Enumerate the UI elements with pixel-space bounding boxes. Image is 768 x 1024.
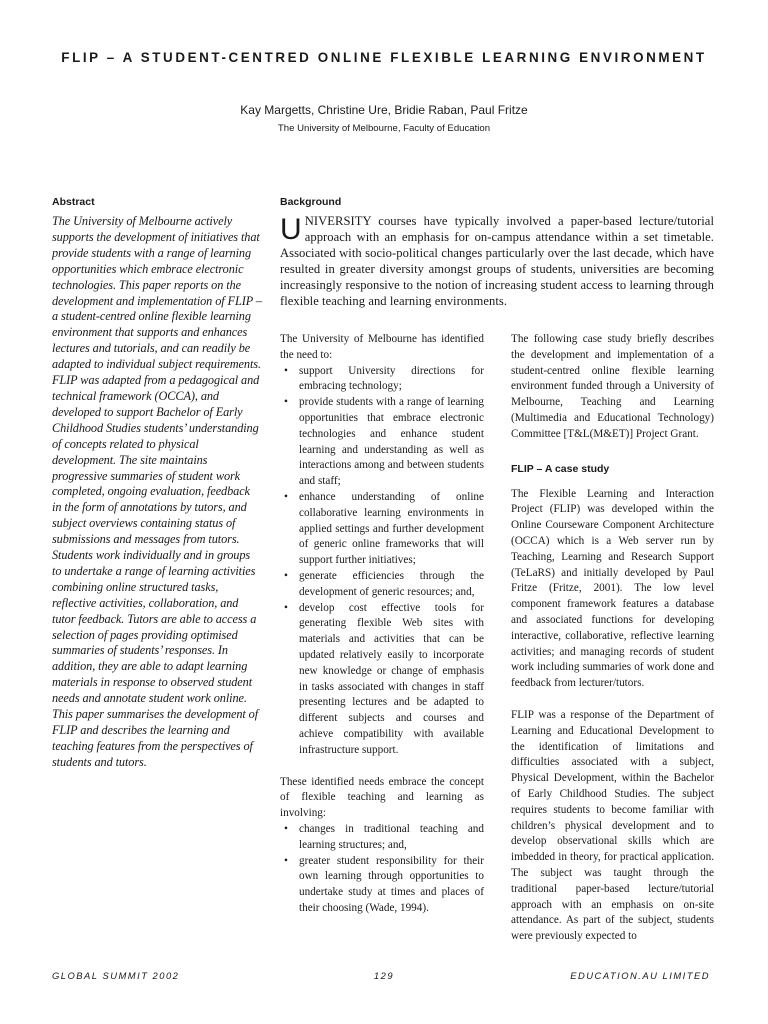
background-lead (280, 214, 714, 309)
abstract-heading: Abstract (52, 196, 95, 208)
involving-list (280, 822, 484, 917)
involving-intro: These identified needs embrace the concept of flexible teaching and learning as involving: (280, 775, 484, 820)
case-study-heading: FLIP – A case study (511, 462, 610, 475)
case-study-paragraph-1: The Flexible Learning and Interaction Project (FLIP) was developed within the Online Courseware Component Architecture (OCCA) which is a Web server run by Teaching, Learning and Research Support (TeLaRS) and initially developed by Paul Fritze (Fritze, 2001). The low level component framework features a database and associated functions for developing interactive, collaborative, reflective learning activities; and managing records of student work including summaries of work done and feedback from lecturer/tutors. (511, 487, 714, 690)
background-lead-text: NIVERSITY courses have typically involved a paper-based lecture/tutorial approach with an emphasis for on-campus attendance within a set timetable. Associated with socio-political changes particularly over the last decade, which have resulted in greater diversity amongst groups of students, universities are becoming increasingly responsive to the notion of increasing student access to learning through flexible teaching and learning environments. (280, 214, 714, 308)
footer-right: EDUCATION.AU LIMITED (570, 970, 710, 981)
page-number: 129 (373, 970, 395, 981)
list-item: • generate efficiencies through the development of generic resources; and, (284, 569, 484, 598)
case-study-paragraph-2: FLIP was a response of the Department of Learning and Educational Development to the identification of limitations and difficulties associated with a subject, Physical Development, within the Bachelor of Early Childhood Studies. The subject requires students to become familiar with children’s physical development and to develop observational skills which are imbedded in theory, for practical application. The subject was taught through the traditional paper-based lecture/tutorial approach with an emphasis on on-site attendance. As part of the subject, students were previously expected to (511, 708, 714, 943)
list-item: • enhance understanding of online collaborative learning environments in applied settings and further development of generic online frameworks that will support further initiatives; (284, 490, 484, 567)
bullet-icon: • (284, 822, 288, 835)
bullet-icon: • (284, 854, 288, 867)
list-item: • provide students with a range of learning opportunities that embrace electronic technologies and enhance student learning and understanding as well as interactions among and between students and staff; (284, 396, 484, 488)
bullet-icon: • (284, 569, 288, 582)
case-study-intro: The following case study briefly describes the development and implementation of a student-centred online flexible learning environment funded through a University of Melbourne, Teaching and Learning (Multimedia and Educational Technology) Committee [T&L(M&ET)] Project Grant. (511, 333, 714, 440)
right-column (511, 332, 714, 945)
list-item: • develop cost effective tools for generating flexible Web sites with materials and activities that can be updated relatively easily to incorporate new knowledge or change of emphasis in tasks associated with changes in staff presenting lectures and be adapted to different subjects and courses and achieve compatibility with available infrastructure support. (284, 601, 484, 756)
abstract-text: The University of Melbourne actively supports the development of initiatives that provide students with a range of learning opportunities which embrace electronic technologies. This paper reports on the development and implementation of FLIP – a student-centred online flexible learning environment that supports and enhances lectures and tutorials, and can readily be adapted to individual subject requirements. FLIP was adapted from a pedagogical and technical framework (OCCA), and developed to support Bachelor of Early Childhood Studies students’ understanding of concepts related to physical development. The site maintains progressive summaries of student work completed, ongoing evaluation, feedback in the form of annotations by tutors, and subject overviews containing status of submissions and messages from tutors. Students work individually and in groups to undertake a range of learning activities combining online structured tasks, reflective activities, collaboration, and tutor feedback. Tutors are able to access a selection of pages providing optimised summaries of students’ responses. In addition, they are able to adapt learning materials in response to observed student needs and annotate student work online. This paper summarises the development of FLIP and describes the learning and teaching features from the perspectives of students and tutors. (52, 214, 262, 769)
author-list: Kay Margetts, Christine Ure, Bridie Raban, Paul Fritze (240, 103, 528, 117)
footer-left: GLOBAL SUMMIT 2002 (52, 970, 180, 981)
needs-intro: The University of Melbourne has identified the need to: (280, 333, 484, 361)
needs-list (280, 364, 484, 759)
paper-title: FLIP – A STUDENT-CENTRED ONLINE FLEXIBLE LEARNING ENVIRONMENT (61, 50, 707, 65)
background-heading: Background (280, 196, 342, 208)
drop-cap: U (280, 213, 302, 246)
bullet-icon: • (284, 601, 288, 614)
abstract-section (52, 196, 262, 771)
bullet-icon: • (284, 396, 288, 409)
list-item: • support University directions for embracing technology; (284, 364, 484, 393)
list-item: • greater student responsibility for their own learning through opportunities to undertake study at times and places of their choosing (Wade, 1994). (284, 854, 484, 914)
background-section (280, 196, 714, 309)
middle-column (280, 332, 484, 917)
affiliation: The University of Melbourne, Faculty of Education (277, 123, 491, 134)
bullet-icon: • (284, 490, 288, 503)
bullet-icon: • (284, 364, 288, 377)
list-item: • changes in traditional teaching and learning structures; and, (284, 822, 484, 851)
